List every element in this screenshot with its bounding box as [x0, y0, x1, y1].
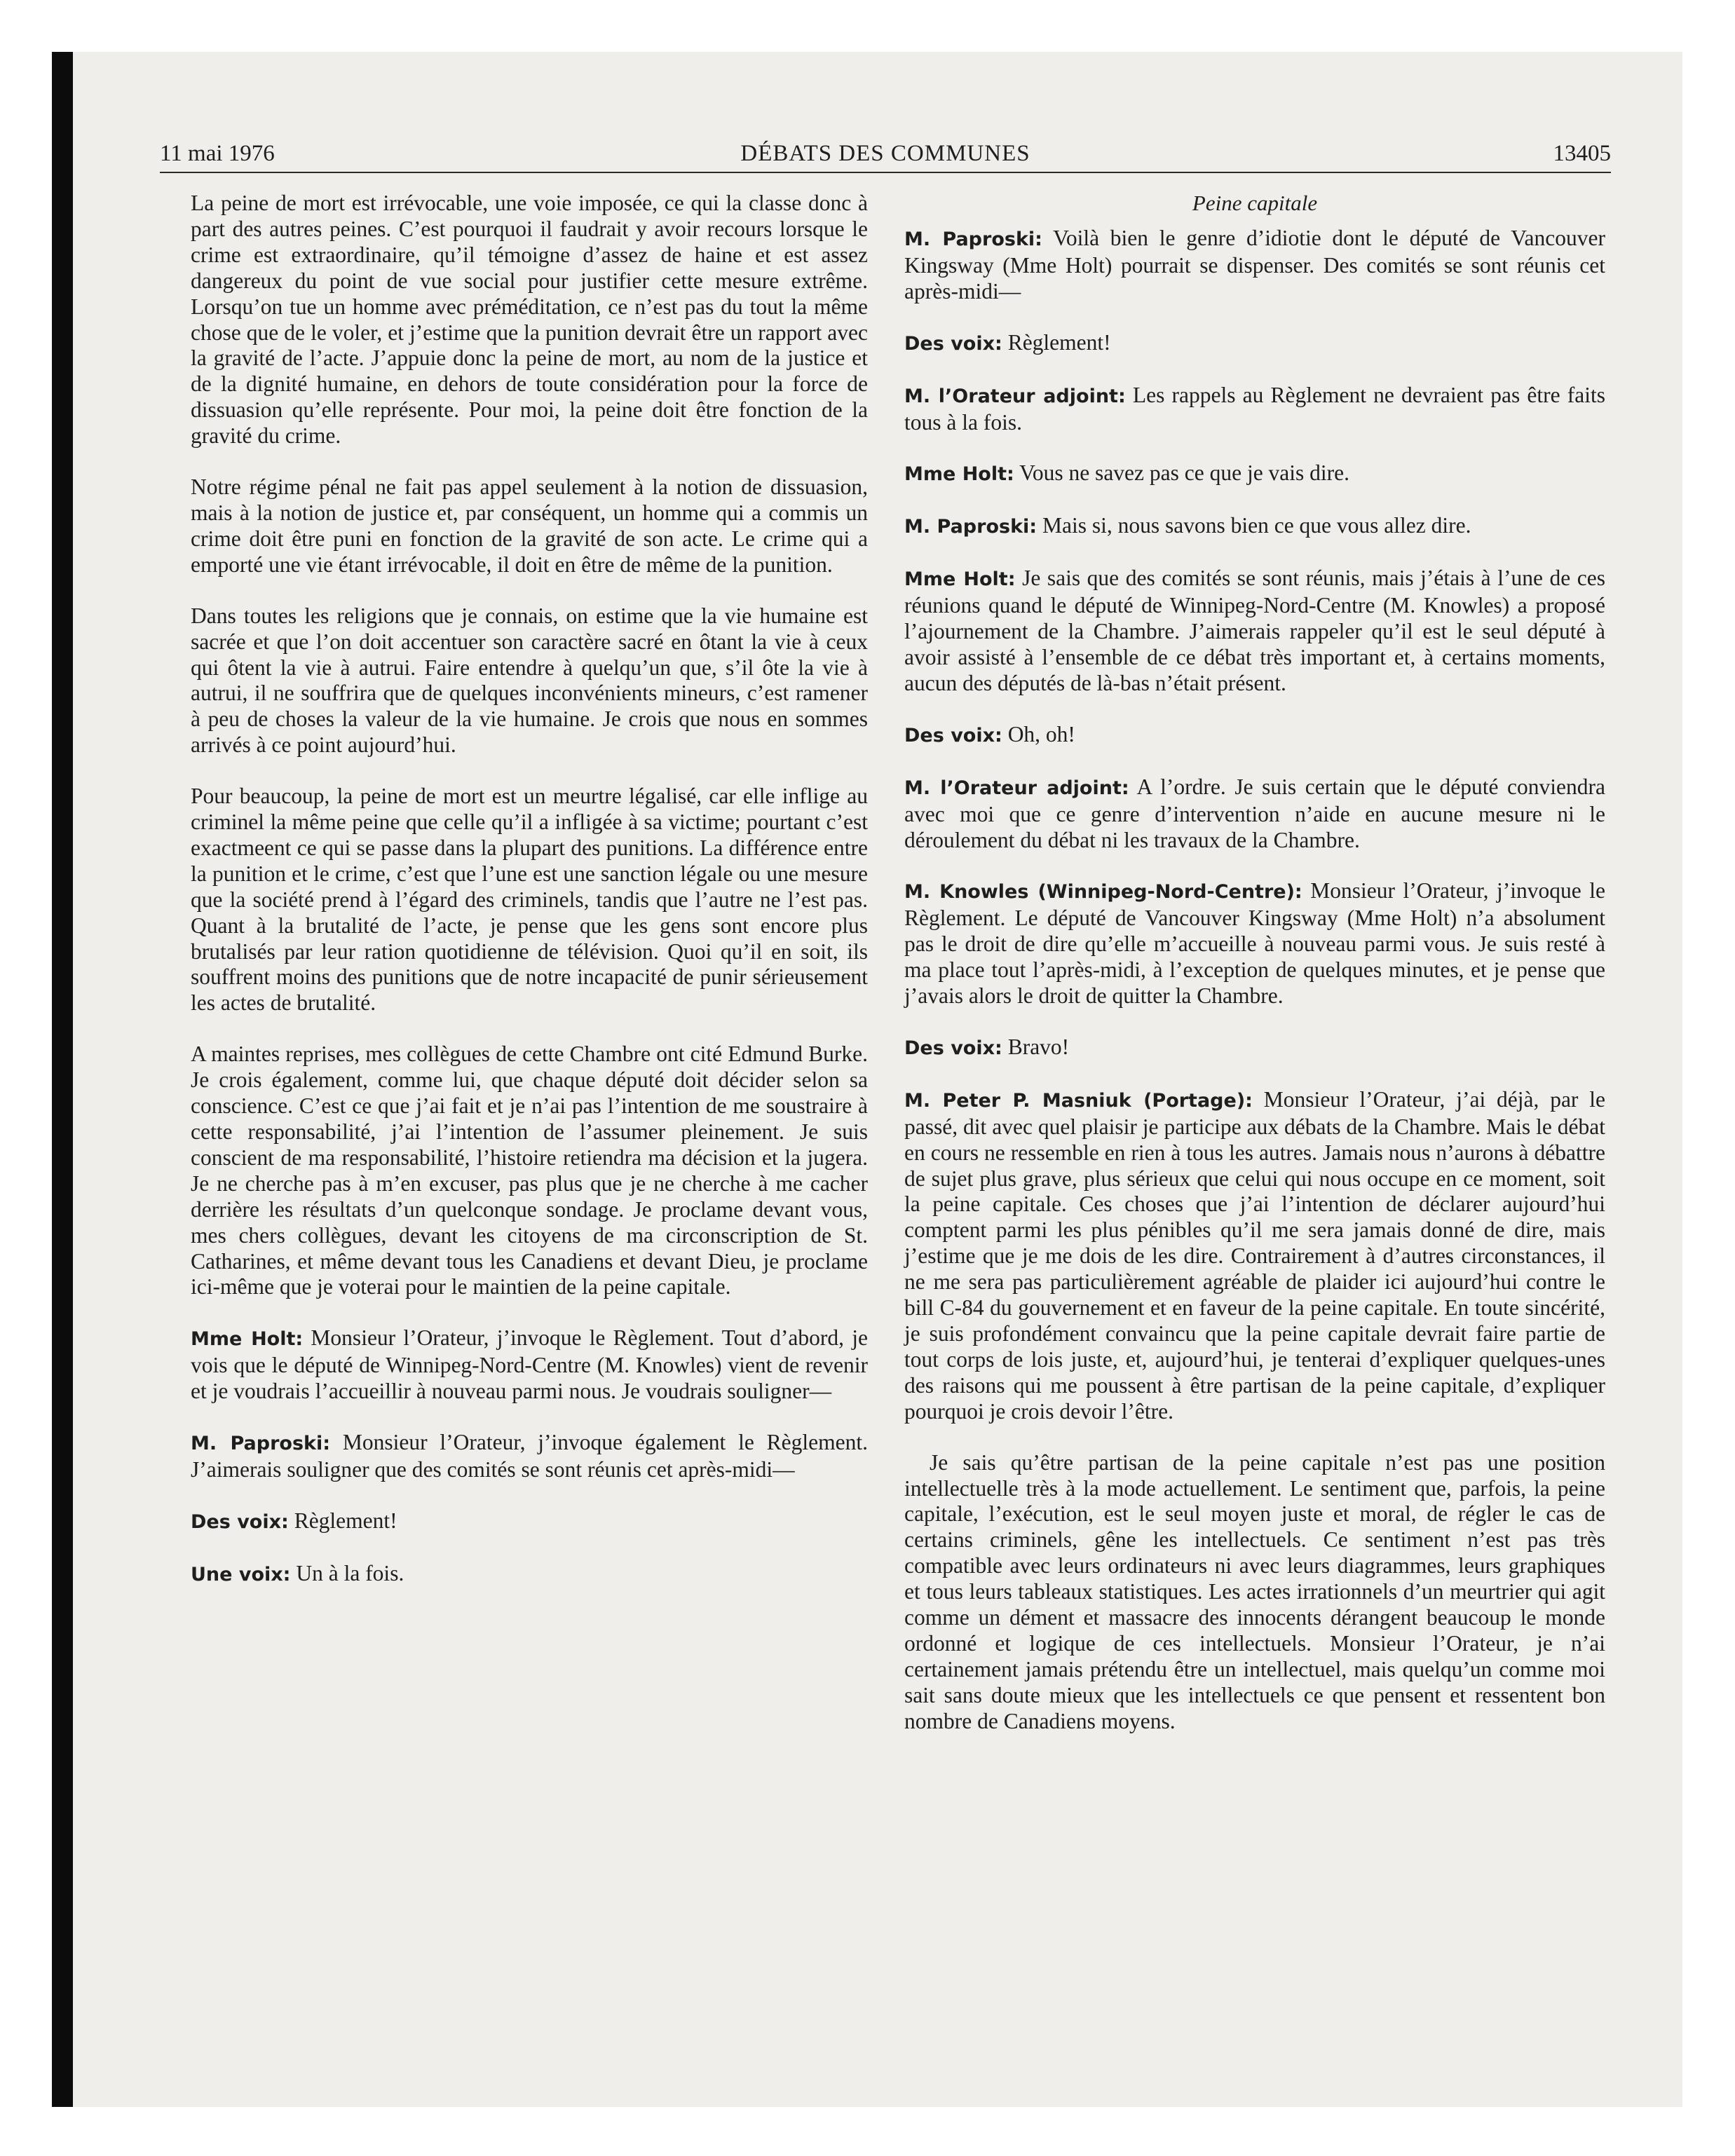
paragraph-text: Dans toutes les religions que je connais, on estime que la vie humaine est sacrée et que l’on doit accentuer son caractère sacré en ôtant la vie à ceux qui ôtent la vie à autrui. Faire entendre à quelqu’un que, s’il ôte la vie à autrui, il ne souffrira que de quelques inconvénients mineurs, c’est ramener à peu de choses la valeur de la vie humaine. Je crois que nous en sommes arrivés à ce point aujourd’hui.: [191, 603, 868, 758]
speech-text: Règlement!: [1002, 329, 1111, 355]
speech-text: Un à la fois.: [290, 1560, 404, 1585]
speech-text: Règlement!: [288, 1508, 397, 1533]
speech-text: Monsieur l’Orateur, j’invoque le Règlement. Le député de Vancouver Kingsway (Mme Holt) n’a absolument pas le droit de dire qu’elle m’accueille à nouveau parmi vous. Je suis resté à ma place tout l’après-midi, à l’exception de quelques minutes, et je pense que j’avais alors le droit de quitter la Chambre.: [904, 878, 1605, 1009]
speech-paragraph: [191, 1325, 868, 1405]
speech-paragraph: [904, 566, 1605, 697]
speech-paragraph: [904, 878, 1605, 1009]
speech-text: Je sais que des comités se sont réunis, mais j’étais à l’une de ces réunions quand le député de Winnipeg-Nord-Centre (M. Knowles) a proposé l’ajournement de la Chambre. J’aimerais rappeler qu’il est le seul député à avoir assisté à l’ensemble de ce débat très important et, à certains moments, aucun des députés de là-bas n’était présent.: [904, 566, 1605, 695]
speaker-name: Des voix:: [904, 1037, 1002, 1059]
speech-text: A l’ordre. Je suis certain que le député conviendra avec moi que ce genre d’intervention n’aide en aucune mesure ni le déroulement du débat ni les travaux de la Chambre.: [904, 774, 1605, 852]
scan-binding-edge: [52, 52, 73, 2107]
paragraph-text: Je sais qu’être partisan de la peine capitale n’est pas une position intellectuelle très à la mode actuellement. Le sentiment que, parfois, la peine capitale, l’exécution, est le seul moyen juste et moral, de régler le cas de certains criminels, gêne les intellectuels. Ce sentiment n’est pas très compatible avec leurs ordinateurs ni avec leurs diagrammes, leurs graphiques et tous leurs tableaux statistiques. Les actes irrationnels d’un meurtrier qui agit comme un dément et massacre des innocents dérangent beaucoup le monde ordonné et logique de ces intellectuels. Monsieur l’Orateur, je n’ai certainement jamais prétendu être un intellectuel, mais quelqu’un comme moi sait sans doute mieux que les intellectuels ce que pensent et ressentent bon nombre de Canadiens moyens.: [904, 1449, 1605, 1733]
header-date: 11 mai 1976: [160, 141, 275, 166]
speech-paragraph: [904, 226, 1605, 305]
paragraph: [191, 603, 868, 758]
speaker-name: Des voix:: [191, 1510, 289, 1533]
speaker-name: Mme Holt:: [904, 463, 1014, 486]
speaker-name: M. l’Orateur adjoint:: [904, 385, 1126, 407]
speaker-name: Des voix:: [904, 332, 1002, 355]
speaker-name: Une voix:: [191, 1563, 291, 1585]
speech-paragraph: [904, 1035, 1605, 1062]
speaker-name: Des voix:: [904, 724, 1002, 746]
paragraph: [191, 1042, 868, 1300]
paragraph: [191, 784, 868, 1016]
speaker-name: M. Paproski:: [904, 516, 1037, 538]
speech-text: Mais si, nous savons bien ce que vous allez dire.: [1037, 513, 1471, 538]
running-header: [160, 137, 1611, 170]
speech-paragraph: [904, 460, 1605, 488]
speaker-name: Mme Holt:: [904, 568, 1016, 591]
header-journal-title: DÉBATS DES COMMUNES: [740, 141, 1030, 166]
speech-paragraph: [191, 1561, 868, 1588]
paragraph-text: Pour beaucoup, la peine de mort est un meurtre légalisé, car elle inflige au criminel la même peine que celle qu’il a infligée à sa victime; pourtant c’est exactmeent ce qui se passe dans la plupart des punitions. La différence entre la punition et le crime, c’est que l’une est une sanction légale ou une mesure que la société prend à l’égard des criminels, tandis que l’autre ne l’est pas. Quant à la brutalité de l’acte, je pense que les gens sont encore plus brutalisés par leur ration quotidienne de télévision. Quoi qu’il en soit, ils souffrent moins des punitions que de notre incapacité de punir sérieusement les actes de brutalité.: [191, 784, 868, 1016]
speech-text: Bravo!: [1002, 1034, 1070, 1059]
speech-text: Monsieur l’Orateur, j’invoque également le Règlement. J’aimerais souligner que des comités se sont réunis cet après-midi—: [191, 1430, 868, 1482]
section-heading: Peine capitale: [1192, 191, 1318, 215]
paragraph-text: La peine de mort est irrévocable, une voie imposée, ce qui la classe donc à part des autres peines. C’est pourquoi il faudrait y avoir recours lorsque le crime est extraordinaire, qu’il témoigne d’assez de haine et est assez dangereux du point de vue social pour justifier cette mesure extrême. Lorsqu’on tue un homme avec préméditation, ce n’est pas du tout la même chose que de le voler, et j’estime que la punition devrait être un rapport avec la gravité de l’acte. J’appuie donc la peine de mort, au nom de la justice et de la dignité humaine, en dehors de toute considération pour la force de dissuasion qu’elle représente. Pour moi, la peine doit être fonction de la gravité du crime.: [191, 191, 868, 449]
left-column: [191, 191, 868, 1613]
speaker-name: Mme Holt:: [191, 1328, 304, 1351]
paragraph: [191, 475, 868, 578]
header-rule: [160, 172, 1611, 173]
speech-paragraph: [904, 1087, 1605, 1425]
paragraph: [191, 191, 868, 449]
speaker-name: M. Knowles (Winnipeg-Nord-Centre):: [904, 881, 1302, 903]
speech-paragraph: [904, 722, 1605, 749]
speech-text: Monsieur l’Orateur, j’invoque le Règlement. Tout d’abord, je vois que le député de Winnipeg-Nord-Centre (M. Knowles) vient de revenir et je voudrais l’accueillir à nouveau parmi nous. Je voudrais souligner—: [191, 1325, 868, 1404]
speaker-name: M. l’Orateur adjoint:: [904, 777, 1129, 799]
speech-paragraph: [191, 1508, 868, 1536]
speaker-name: M. Paproski:: [904, 228, 1042, 250]
speech-paragraph: [904, 383, 1605, 436]
speech-text: Oh, oh!: [1002, 721, 1075, 746]
speech-paragraph: [904, 330, 1605, 357]
speech-paragraph: [904, 775, 1605, 854]
speech-text: Voilà bien le genre d’idiotie dont le député de Vancouver Kingsway (Mme Holt) pourrait se dispenser. Des comités se sont réunis cet après-midi—: [904, 226, 1605, 303]
speech-text: Les rappels au Règlement ne devraient pas être faits tous à la fois.: [904, 382, 1605, 435]
speaker-name: M. Paproski:: [191, 1433, 331, 1455]
speech-text: Monsieur l’Orateur, j’ai déjà, par le passé, dit avec quel plaisir je participe aux débats de la Chambre. Mais le débat en cours ne ressemble en rien à tous les autres. Jamais nous n’aurons à débattre de sujet plus grave, plus sérieux que celui qui nous occupe en ce moment, soit la peine capitale. Ces choses que j’ai l’intention de déclarer aujourd’hui comptent parmi les plus pénibles qu’il me sera jamais donné de dire, mais j’estime que je me dois de les dire. Contrairement à d’autres circonstances, il ne me sera pas particulièrement agréable de plaider ici aujourd’hui contre le bill C-84 du gouvernement et en faveur de la peine capitale. En toute sincérité, je suis profondément convaincu que la peine capitale devrait faire partie de tout corps de lois juste, et, aujourd’hui, je tenterai d’expliquer quelques-unes des raisons qui me poussent à être partisan de la peine capitale, d’expliquer pourquoi je crois devoir l’être.: [904, 1086, 1605, 1424]
speech-paragraph: [904, 513, 1605, 540]
paragraph-text: A maintes reprises, mes collègues de cette Chambre ont cité Edmund Burke. Je crois également, comme lui, que chaque député doit décider selon sa conscience. C’est ce que j’ai fait et je n’ai pas l’intention de me soustraire à cette responsabilité, j’ai l’intention de l’assumer pleinement. Je suis conscient de ma responsabilité, l’histoire retiendra ma décision et la jugera. Je ne cherche pas à m’en excuser, pas plus que je ne cherche à me cacher derrière les résultats d’un quelconque sondage. Je proclame devant vous, mes chers collègues, devant les citoyens de ma circonscription de St. Catharines, et même devant tous les Canadiens et devant Dieu, je proclame ici-même que je voterai pour le maintien de la peine capitale.: [191, 1042, 868, 1299]
speaker-name: M. Peter P. Masniuk (Portage):: [904, 1089, 1253, 1112]
header-page-number: 13405: [1553, 141, 1611, 166]
speech-paragraph: [191, 1430, 868, 1483]
paragraph: [904, 1450, 1605, 1735]
paragraph-text: Notre régime pénal ne fait pas appel seulement à la notion de dissuasion, mais à la notion de justice et, par conséquent, un homme qui a commis un crime doit être puni en fonction de la gravité de son acte. Le crime qui a emporté une vie étant irrévocable, il doit en être de même de la punition.: [191, 475, 868, 577]
speech-text: Vous ne savez pas ce que je vais dire.: [1014, 460, 1350, 486]
right-column: [904, 191, 1605, 1760]
